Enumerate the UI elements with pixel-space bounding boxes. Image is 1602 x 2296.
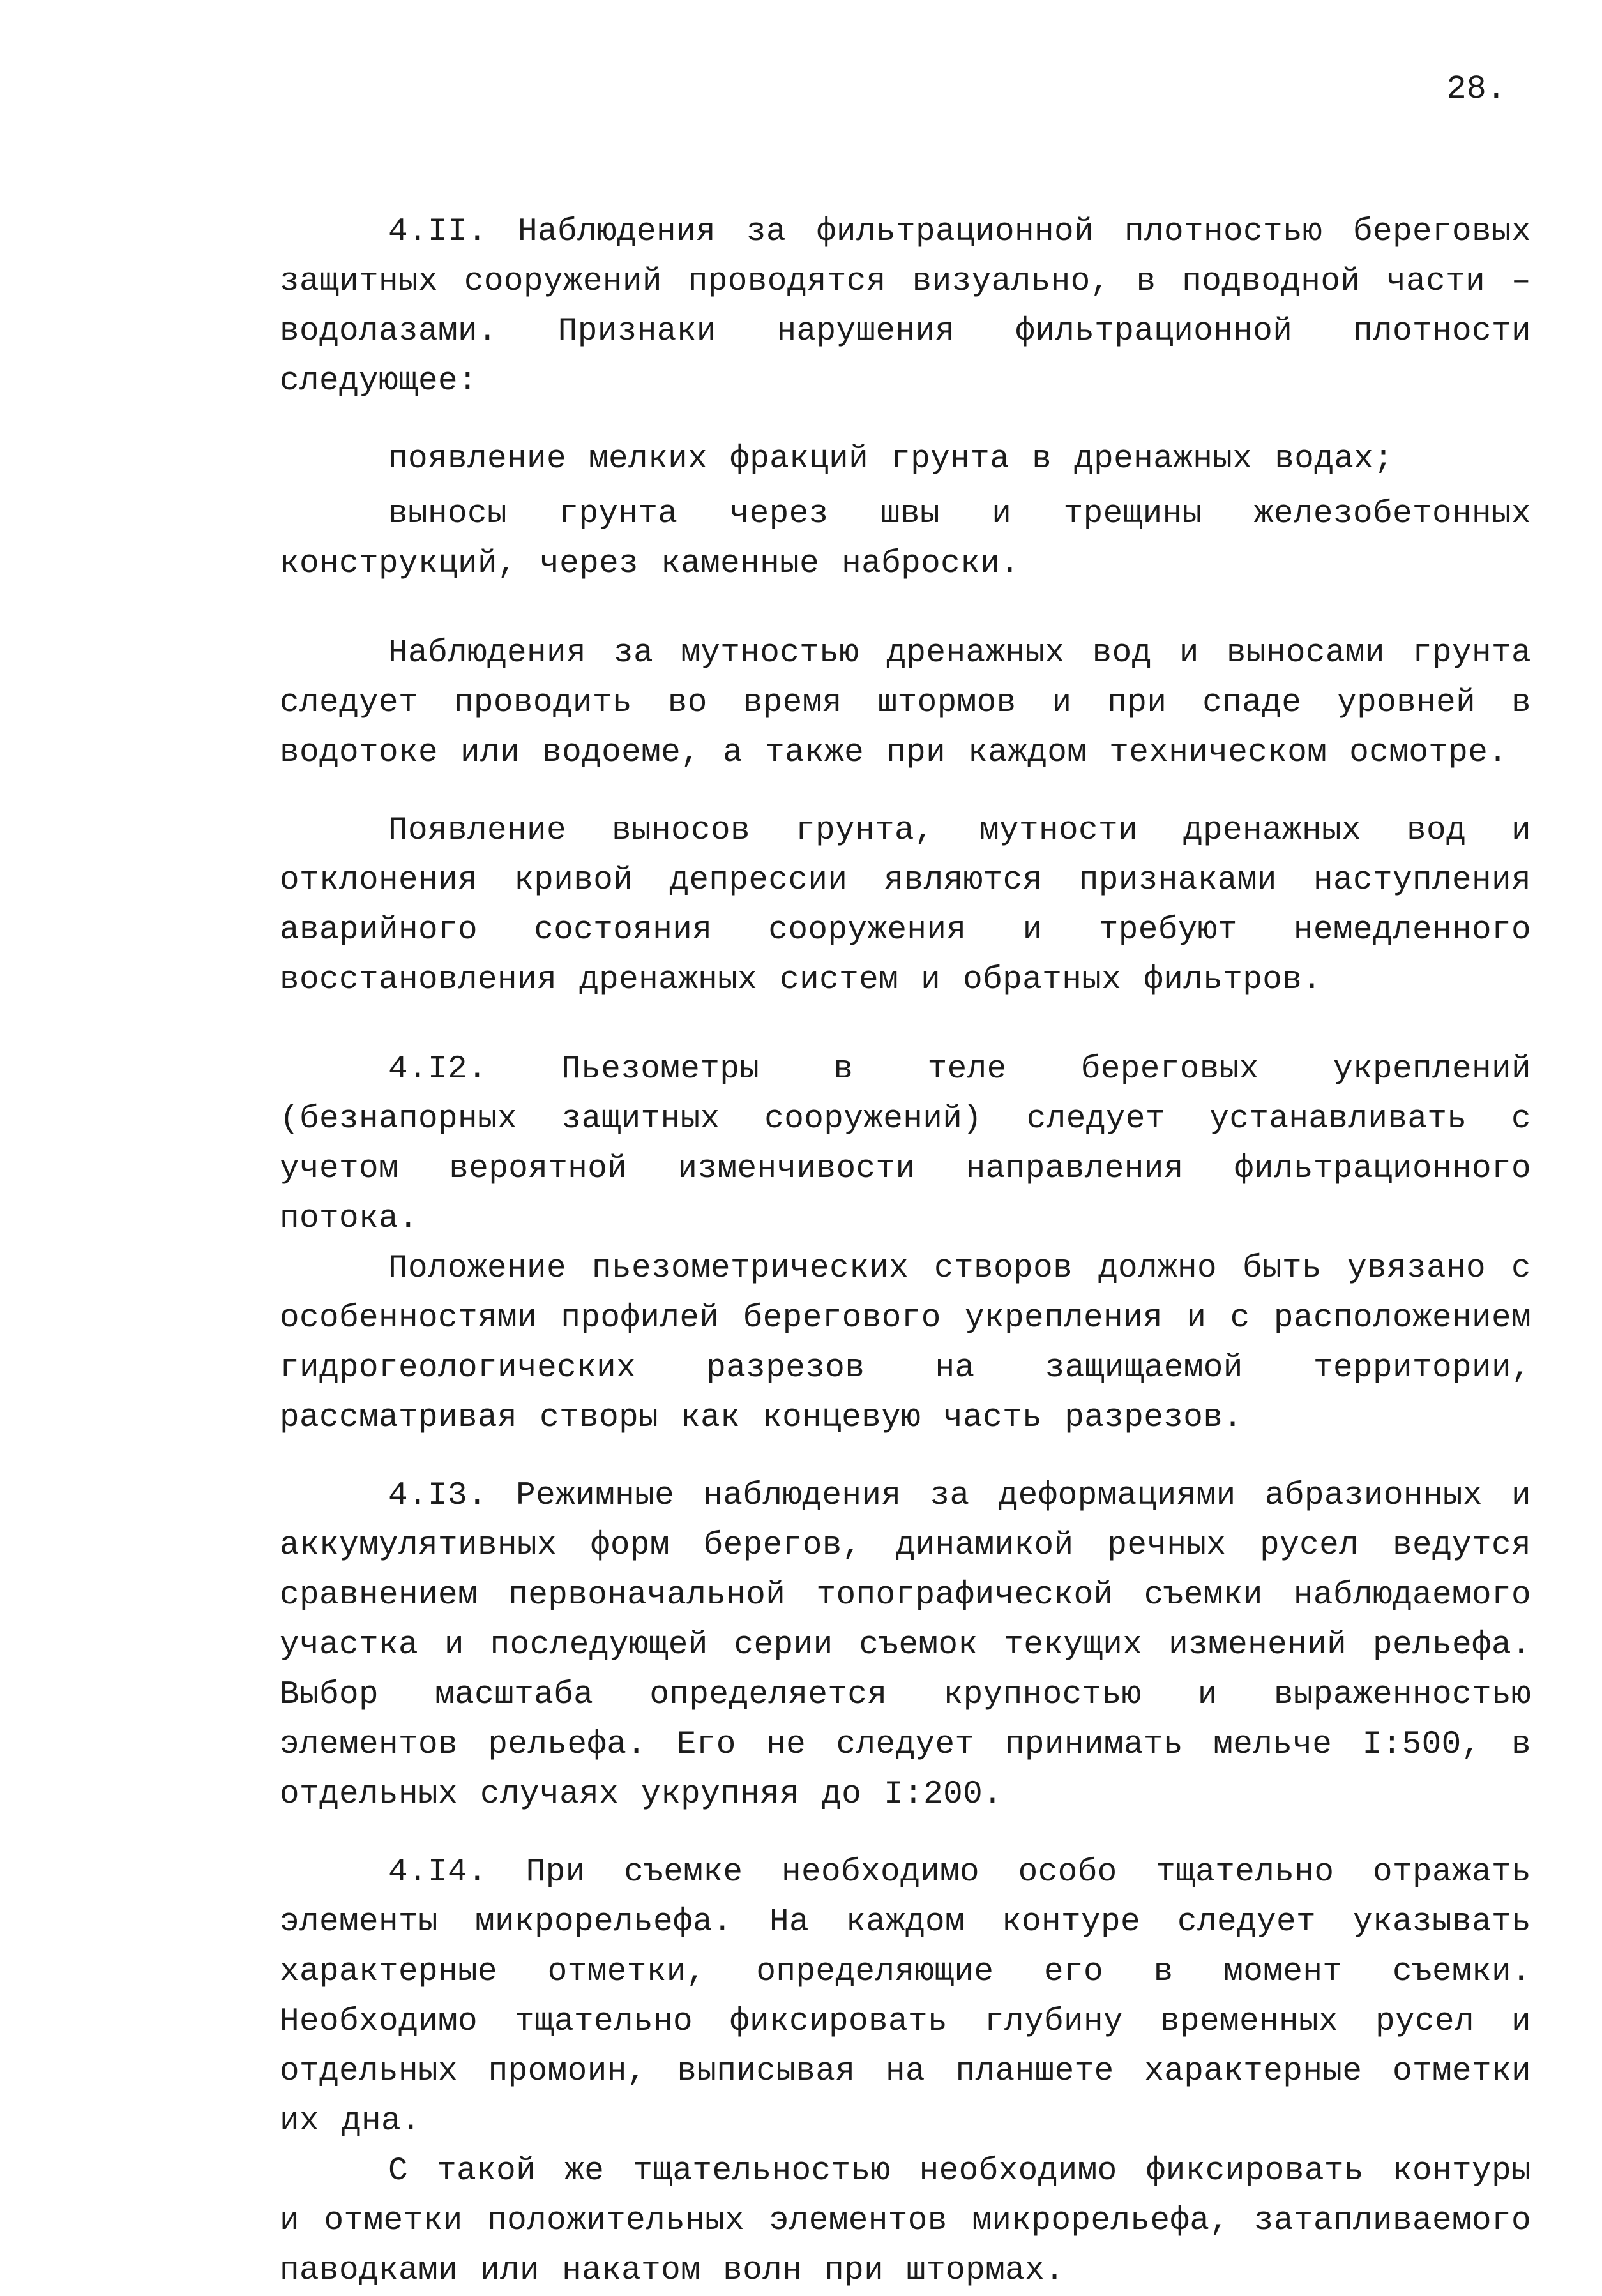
paragraph-4-12: 4.I2. Пьезометры в теле береговых укреплений (безнапорных защитных сооружений) следует устанавливать с учетом вероятной изменчивости направления фильтрационного потока. [280, 1051, 1531, 1237]
paragraph-4-11: 4.II. Наблюдения за фильтрационной плотностью береговых защитных сооружений проводятся визуально, в подводной части – водолазами. Признаки нарушения фильтрационной плотности следующее: [280, 214, 1531, 400]
page-number: 28. [1446, 70, 1506, 108]
paragraph-positive-microrelief: С такой же тщательностью необходимо фиксировать контуры и отметки положительных элементов микрорельефа, затапливаемого паводками или накатом волн при штормах. [280, 2153, 1531, 2289]
paragraph-turbidity-observations: Наблюдения за мутностью дренажных вод и выносами грунта следует проводить во время штормов и при спаде уровней в водотоке или водоеме, а также при каждом техническом осмотре. [280, 635, 1531, 771]
paragraph-4-13: 4.I3. Режимные наблюдения за деформациями абразионных и аккумулятивных форм берегов, динамикой речных русел ведутся сравнением первоначальной топографической съемки наблюдаемого участка и последующей серии съемок текущих изменений рельефа. Выбор масштаба определяется крупностью и выраженностью элементов рельефа. Его не следует принимать мельче I:500, в отдельных случаях укрупняя до I:200. [280, 1478, 1531, 1813]
paragraph-piezometer-alignments: Положение пьезометрических створов должно быть увязано с особенностями профилей берегового укрепления и с расположением гидрогеологических разрезов на защищаемой территории, рассматривая створы как концевую часть разрезов. [280, 1250, 1531, 1436]
paragraph-emergency-signs: Появление выносов грунта, мутности дренажных вод и отклонения кривой депрессии являются признаками наступления аварийного состояния сооружения и требуют немедленного восстановления дренажных систем и обратных фильтров. [280, 813, 1531, 998]
paragraph-sign-fine-fractions: появление мелких фракций грунта в дренажных водах; [388, 441, 1394, 477]
document-body [280, 207, 1531, 2296]
paragraph-sign-soil-washout: выносы грунта через швы и трещины железобетонных конструкций, через каменные наброски. [280, 496, 1531, 582]
paragraph-4-14: 4.I4. При съемке необходимо особо тщательно отражать элементы микрорельефа. На каждом контуре следует указывать характерные отметки, определяющие его в момент съемки. Необходимо тщательно фиксировать глубину временных русел и отдельных промоин, выписывая на планшете характерные отметки их дна. [280, 1854, 1531, 2140]
